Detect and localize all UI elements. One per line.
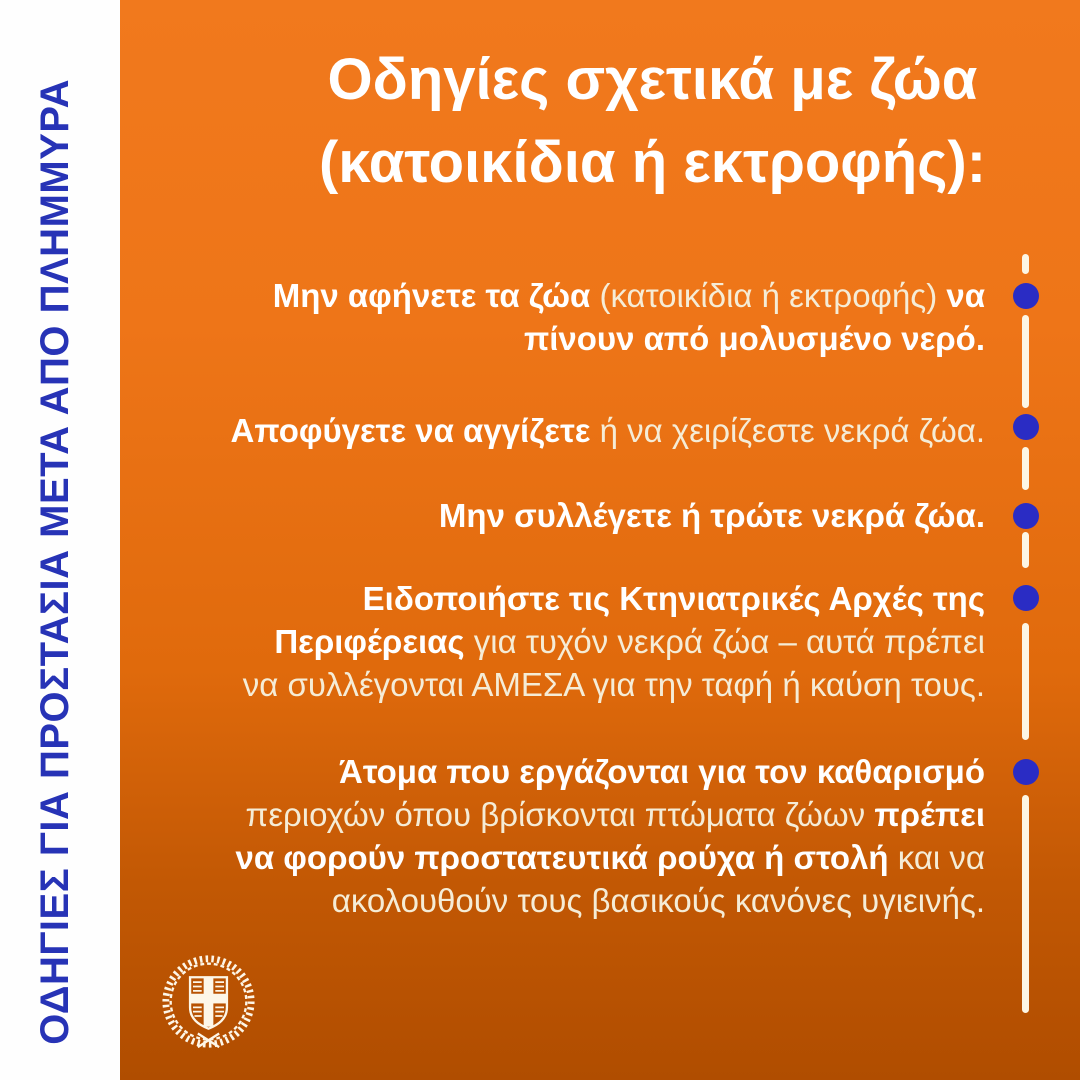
bullet-dot-icon: [1013, 585, 1039, 611]
bullet-dot-icon: [1013, 283, 1039, 309]
greek-government-emblem-icon: [160, 953, 257, 1050]
bullet-text-segment: ακολουθούν τους βασικούς κανόνες υγιεινής.: [331, 882, 985, 919]
main-panel: [120, 0, 1080, 1080]
bullet-text-segment: περιοχών όπου βρίσκονται πτώματα ζώων: [245, 796, 875, 833]
bullet-text-segment: πίνουν από μολυσμένο νερό.: [523, 320, 985, 357]
bullet-dot-icon: [1013, 503, 1039, 529]
bullet-text-line: [524, 317, 985, 360]
page-title-line1: Οδηγίες σχετικά με ζώα: [327, 47, 978, 112]
timeline-segment: [1022, 447, 1029, 490]
timeline-segment: [1022, 254, 1029, 274]
bullet-text-segment: για τυχόν νεκρά ζώα – αυτά πρέπει: [473, 623, 985, 660]
bullet-item: [243, 577, 985, 706]
timeline-segment: [1022, 315, 1029, 408]
bullet-text-segment: Μην συλλέγετε ή τρώτε νεκρά ζώα.: [438, 497, 985, 534]
bullet-text-segment: Περιφέρειας: [274, 623, 474, 660]
page-title: [120, 38, 1080, 204]
bullet-text-segment: ή να χειρίζεστε νεκρά ζώα.: [599, 412, 985, 449]
bullet-text-segment: και να: [897, 839, 985, 876]
bullet-text-segment: Ειδοποιήστε τις Κτηνιατρικές Αρχές της: [362, 580, 985, 617]
sidebar-vertical-title: ΟΔΗΓΙΕΣ ΓΙΑ ΠΡΟΣΤΑΣΙΑ ΜΕΤΑ ΑΠΟ ΠΛΗΜΜΥΡΑ: [32, 79, 77, 1045]
bullet-text-line: [274, 620, 985, 663]
timeline-segment: [1022, 795, 1029, 1013]
bullet-text-line: [243, 663, 985, 706]
bullet-text-line: [439, 494, 985, 537]
bullet-text-line: [273, 274, 985, 317]
bullet-text-line: [231, 409, 985, 452]
bullet-item: [231, 409, 985, 452]
sidebar: [0, 0, 120, 1080]
timeline-segment: [1022, 623, 1029, 740]
bullet-text-segment: πρέπει: [874, 796, 985, 833]
bullet-text-segment: να: [946, 277, 985, 314]
bullet-text-line: [339, 750, 985, 793]
bullet-item: [439, 494, 985, 537]
bullet-text-segment: Μην αφήνετε τα ζώα: [272, 277, 600, 314]
timeline-segment: [1022, 532, 1029, 568]
bullet-text-segment: να φορούν προστατευτικά ρούχα ή στολή: [235, 839, 898, 876]
bullet-text-segment: Αποφύγετε να αγγίζετε: [230, 412, 600, 449]
bullet-text-line: [363, 577, 985, 620]
bullet-text-line: [332, 879, 985, 922]
bullet-dot-icon: [1013, 759, 1039, 785]
bullet-text-segment: (κατοικίδια ή εκτροφής): [599, 277, 947, 314]
bullet-item: [236, 750, 986, 922]
bullet-text-segment: Άτομα που εργάζονται για τον καθαρισμό: [338, 753, 985, 790]
bullet-text-line: [246, 793, 985, 836]
bullet-text-line: [236, 836, 986, 879]
bullet-item: [273, 274, 985, 360]
bullet-dot-icon: [1013, 414, 1039, 440]
page-title-line2: (κατοικίδια ή εκτροφής):: [318, 130, 987, 195]
bullet-text-segment: να συλλέγονται ΑΜΕΣΑ για την ταφή ή καύση τους.: [242, 666, 985, 703]
